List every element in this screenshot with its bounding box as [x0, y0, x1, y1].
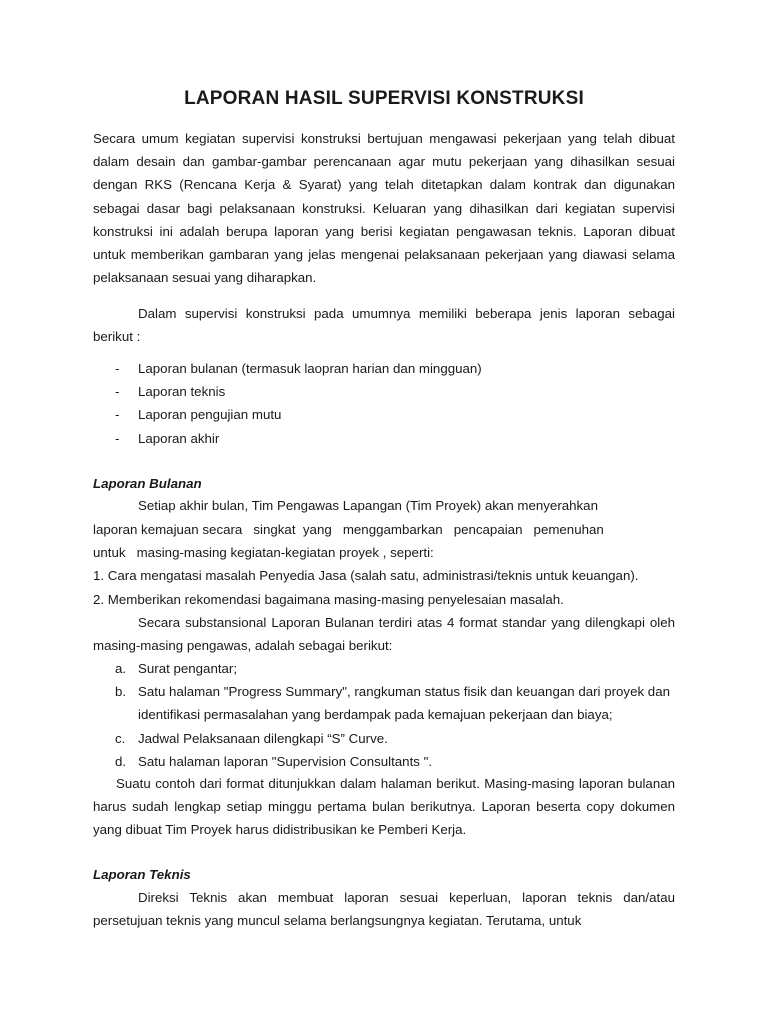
- list-item-text: Jadwal Pelaksanaan dilengkapi “S” Curve.: [138, 730, 388, 746]
- list-item: [93, 357, 675, 380]
- list-item-text: Satu halaman "Progress Summary", rangkuman status fisik dan keuangan dari proyek dan identifikasi permasalahan yang berdampak pada kemajuan pekerjaan dan biaya;: [138, 684, 670, 723]
- list-marker: c.: [115, 730, 126, 746]
- list-item: [93, 727, 675, 750]
- list-item: [93, 380, 675, 403]
- list-item-text: Laporan akhir: [138, 430, 220, 446]
- monthly-item-1: 1. Cara mengatasi masalah Penyedia Jasa (salah satu, administrasi/teknis untuk keuangan).: [93, 568, 639, 583]
- list-item-text: Laporan teknis: [138, 384, 226, 400]
- list-bullet: -: [115, 407, 120, 423]
- list-item-text: Laporan bulanan (termasuk laopran harian dan mingguan): [138, 361, 482, 376]
- list-item-text: Satu halaman laporan "Supervision Consultants ".: [138, 753, 433, 769]
- section-heading-technical: Laporan Teknis: [93, 867, 191, 882]
- list-item: [93, 680, 675, 726]
- report-types-list: [93, 357, 675, 450]
- list-item-text: Laporan pengujian mutu: [138, 407, 282, 423]
- list-item: [93, 427, 675, 450]
- list-item-text: Surat pengantar;: [138, 661, 238, 676]
- technical-paragraph: Direksi Teknis akan membuat laporan sesuai keperluan, laporan teknis dan/atau persetujuan teknis yang muncul selama berlangsungnya kegiatan. Terutama, untuk: [93, 890, 675, 929]
- intro-paragraph: Secara umum kegiatan supervisi konstruksi bertujuan mengawasi pekerjaan yang telah dibuat dalam desain dan gambar-gambar perencanaan agar mutu pekerjaan yang dihasilkan sesuai dengan RKS (Rencana Kerja & Syarat) yang telah ditetapkan dalam kontrak dan digunakan sebagai dasar bagi pelaksanaan konstruksi. Keluaran yang dihasilkan dari kegiatan supervisi konstruksi ini adalah berupa laporan yang berisi kegiatan pengawasan teknis. Laporan dibuat untuk memberikan gambaran yang jelas mengenai pelaksanaan pekerjaan yang diawasi selama pelaksanaan sesuai yang diharapkan.: [93, 131, 675, 286]
- list-marker: d.: [115, 753, 127, 769]
- list-marker: b.: [115, 684, 127, 700]
- list-item: [93, 657, 675, 680]
- monthly-line-2: laporan kemajuan secara singkat yang menggambarkan pencapaian pemenuhan: [93, 522, 604, 537]
- list-bullet: -: [115, 361, 120, 376]
- monthly-formats-list: [93, 657, 675, 773]
- list-bullet: -: [115, 384, 120, 400]
- section-heading-monthly: Laporan Bulanan: [93, 476, 202, 491]
- page-title: LAPORAN HASIL SUPERVISI KONSTRUKSI: [184, 88, 584, 109]
- monthly-line-1: Setiap akhir bulan, Tim Pengawas Lapangan (Tim Proyek) akan menyerahkan: [138, 498, 598, 513]
- list-item: [93, 403, 675, 426]
- list-marker: a.: [115, 661, 127, 676]
- monthly-item-2: 2. Memberikan rekomendasi bagaimana masing-masing penyelesaian masalah.: [93, 592, 564, 607]
- report-types-intro: Dalam supervisi konstruksi pada umumnya memiliki beberapa jenis laporan sebagai berikut :: [93, 306, 675, 345]
- list-item: [93, 750, 675, 773]
- monthly-line-3: untuk masing-masing kegiatan-kegiatan proyek , seperti:: [93, 545, 434, 560]
- list-bullet: -: [115, 430, 120, 446]
- monthly-closing-paragraph: Suatu contoh dari format ditunjukkan dalam halaman berikut. Masing-masing laporan bulanan harus sudah lengkap setiap minggu pertama bulan berikutnya. Laporan beserta copy dokumen yang dibuat Tim Proyek harus didistribusikan ke Pemberi Kerja.: [93, 776, 675, 838]
- monthly-format-intro: Secara substansional Laporan Bulanan terdiri atas 4 format standar yang dilengkapi oleh masing-masing pengawas, adalah sebagai berikut:: [93, 615, 675, 654]
